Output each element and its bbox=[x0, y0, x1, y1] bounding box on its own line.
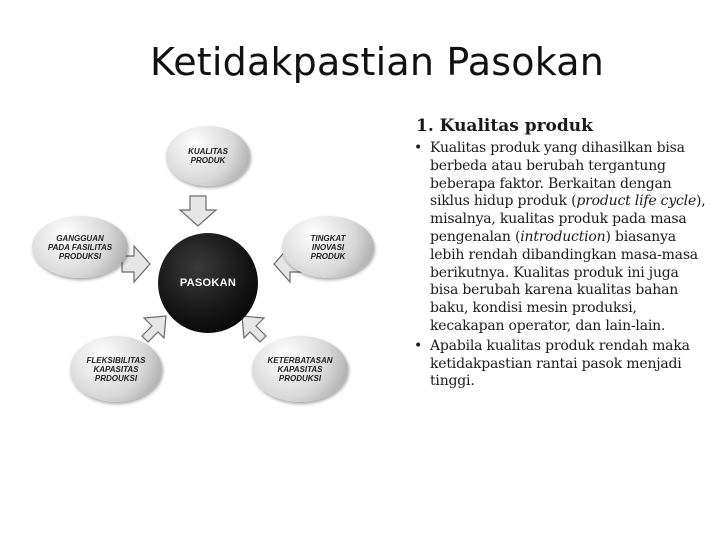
arrow-top-icon bbox=[180, 196, 216, 226]
node-pasokan: PASOKAN bbox=[158, 233, 258, 333]
node-tingkat-inovasi-produk: TINGKAT INOVASI PRODUK bbox=[282, 216, 374, 278]
arrow-bottom-right-icon bbox=[242, 316, 266, 342]
arrow-bottom-left-icon bbox=[142, 316, 166, 342]
node-keterbatasan-kapasitas-produksi: KETERBATASAN KAPASITAS PRODUKSI bbox=[252, 336, 348, 402]
content-heading: 1. Kualitas produk bbox=[416, 116, 593, 136]
node-kualitas-produk: KUALITAS PRODUK bbox=[166, 126, 250, 186]
node-gangguan-fasilitas-produksi: GANGGUAN PADA FASILITAS PRODUKSI bbox=[32, 216, 128, 278]
supply-uncertainty-diagram bbox=[30, 120, 390, 420]
bullet-list bbox=[410, 140, 710, 391]
slide-title: Ketidakpastian Pasokan bbox=[150, 40, 605, 84]
content-panel bbox=[410, 116, 710, 393]
bullet-item-2: • Apabila kualitas produk rendah maka ketidakpastian rantai pasok menjadi tinggi. bbox=[410, 338, 710, 391]
node-fleksibilitas-kapasitas-produksi: FLEKSIBILITAS KAPASITAS PRDOUKSI bbox=[70, 336, 162, 402]
bullet-item-1: • Kualitas produk yang dihasilkan bisa berbeda atau berubah tergantung beberapa faktor. Berkaitan dengan siklus hidup produk (product life cycle), misalnya, kualitas produk pada masa pengenalan (introduction) biasanya lebih rendah dibandingkan masa-masa berikutnya. Kualitas produk ini juga bisa berubah karena kualitas bahan baku, kondisi mesin produksi, kecakapan operator, dan lain-lain. bbox=[410, 140, 710, 336]
